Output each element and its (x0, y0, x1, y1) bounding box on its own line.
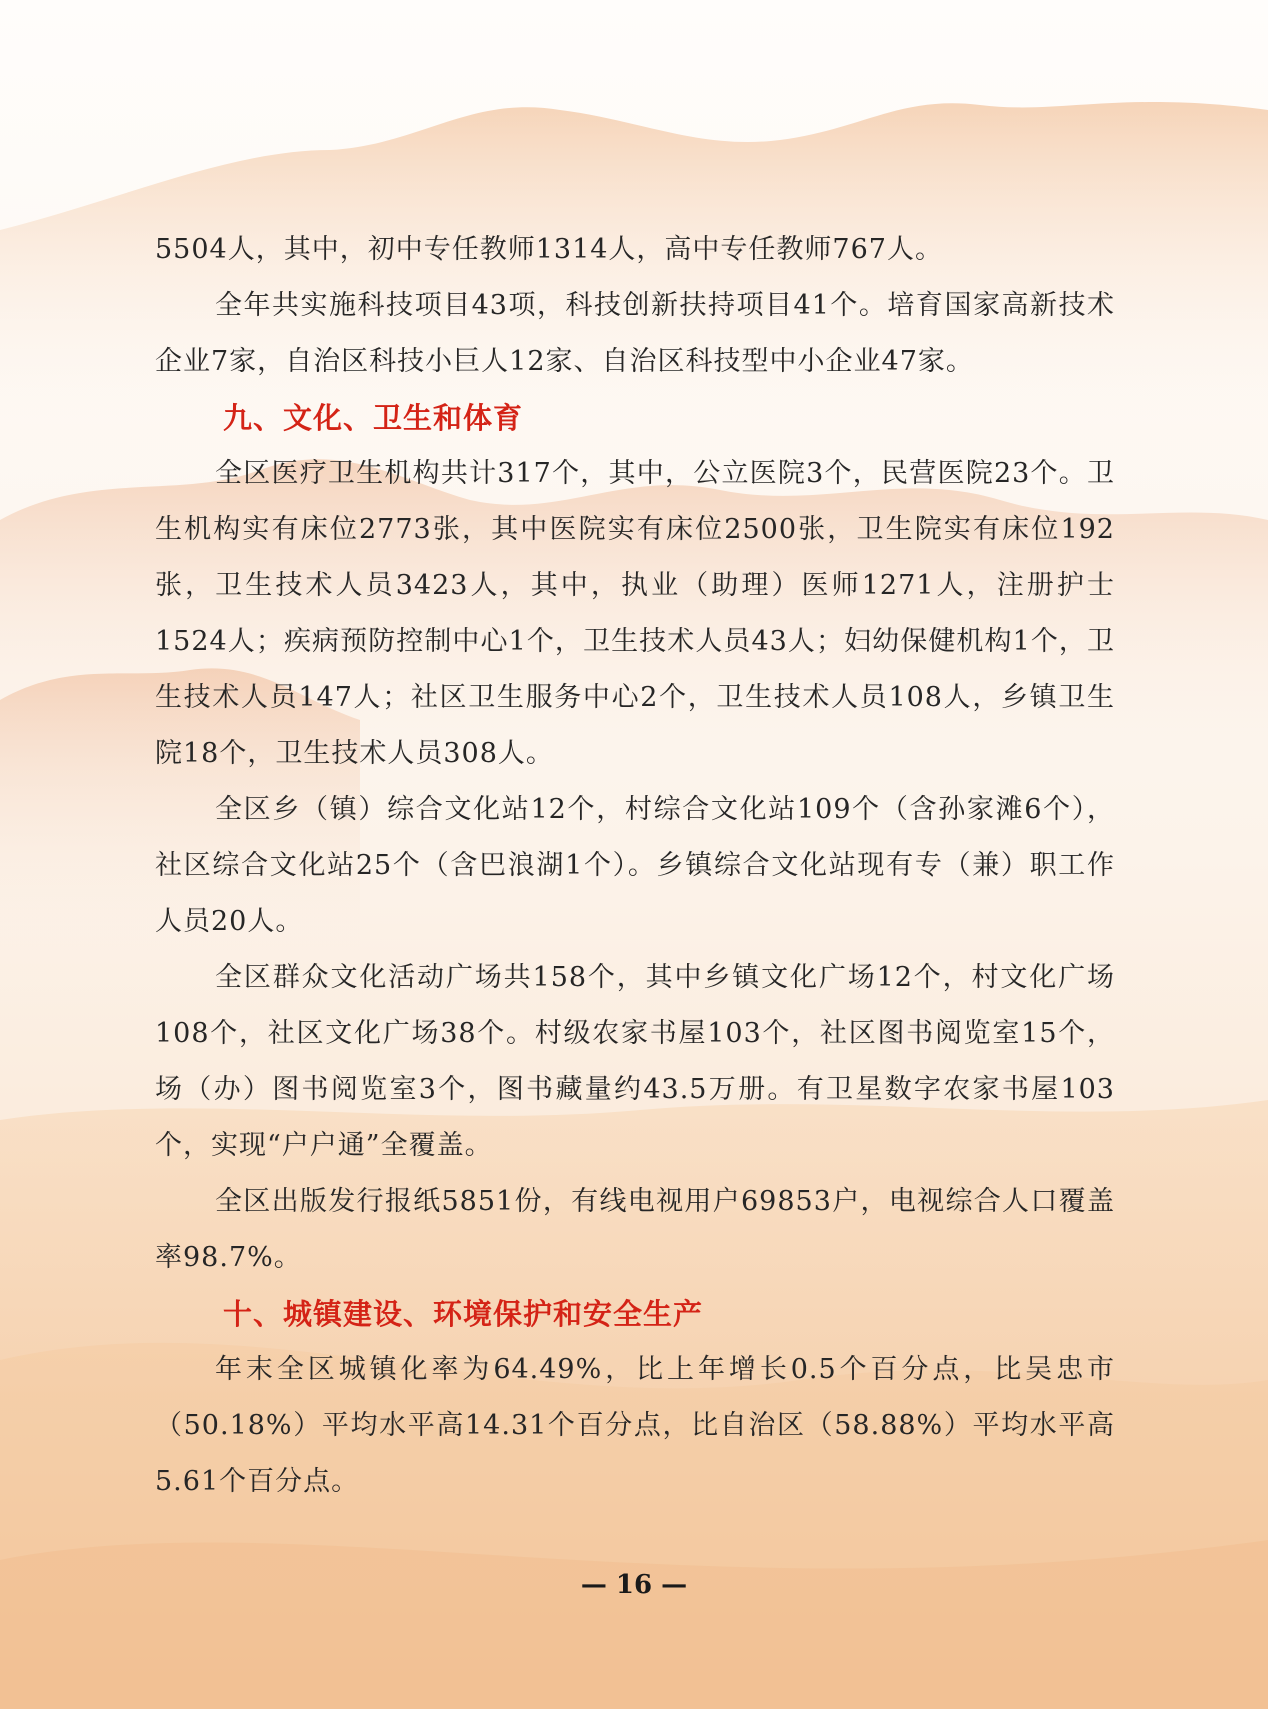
section-heading-urban-environment-safety: 十、城镇建设、环境保护和安全生产 (223, 1297, 704, 1331)
document-body (155, 222, 1115, 1510)
paragraph-urbanization: 年末全区城镇化率为64.49%，比上年增长0.5个百分点，比吴忠市（50.18%）平均水平高14.31个百分点，比自治区（58.88%）平均水平高5.61个百分点。 (155, 1354, 1115, 1497)
paragraph-tech-projects: 全年共实施科技项目43项，科技创新扶持项目41个。培育国家高新技术企业7家，自治区科技小巨人12家、自治区科技型中小企业47家。 (155, 290, 1115, 377)
paragraph-continuation: 5504人，其中，初中专任教师1314人，高中专任教师767人。 (155, 234, 943, 265)
paragraph-newspapers-tv: 全区出版发行报纸5851份，有线电视用户69853户，电视综合人口覆盖率98.7%。 (155, 1186, 1115, 1273)
paragraph-cultural-stations: 全区乡（镇）综合文化站12个，村综合文化站109个（含孙家滩6个），社区综合文化站25个（含巴浪湖1个）。乡镇综合文化站现有专（兼）职工作人员20人。 (155, 794, 1115, 937)
paragraph-medical-institutions: 全区医疗卫生机构共计317个，其中，公立医院3个，民营医院23个。卫生机构实有床位2773张，其中医院实有床位2500张，卫生院实有床位192张，卫生技术人员3423人，其中，执业（助理）医师1271人，注册护士1524人；疾病预防控制中心1个，卫生技术人员43人；妇幼保健机构1个，卫生技术人员147人；社区卫生服务中心2个，卫生技术人员108人，乡镇卫生院18个，卫生技术人员308人。 (155, 458, 1115, 769)
page-number: — 16 — (580, 1570, 688, 1600)
paragraph-cultural-squares: 全区群众文化活动广场共158个，其中乡镇文化广场12个，村文化广场108个，社区文化广场38个。村级农家书屋103个，社区图书阅览室15个，场（办）图书阅览室3个，图书藏量约43.5万册。有卫星数字农家书屋103个，实现“户户通”全覆盖。 (155, 962, 1115, 1161)
section-heading-culture-health-sports: 九、文化、卫生和体育 (223, 401, 524, 435)
